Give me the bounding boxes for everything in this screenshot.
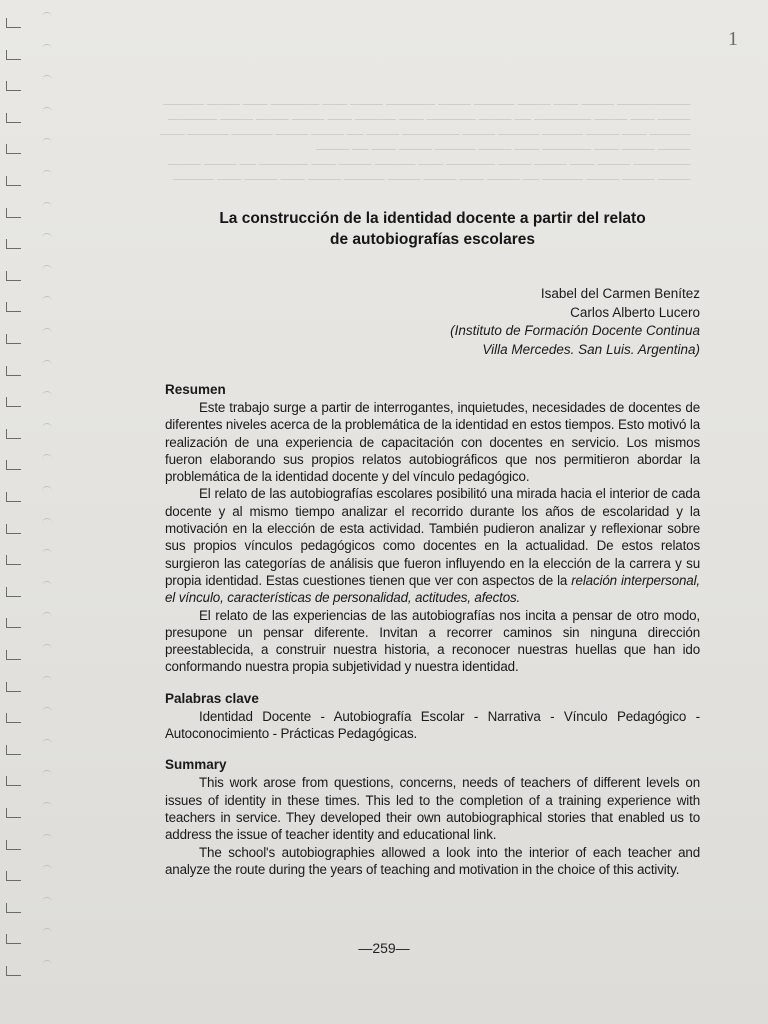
binding-hole (6, 334, 21, 344)
binding-ring (42, 676, 52, 683)
binding-hole (6, 492, 21, 502)
keywords-section (165, 690, 700, 743)
binding-hole (6, 302, 21, 312)
summary-paragraph: The school's autobiographies allowed a look into the interior of each teacher and analyze the route during the years of teaching and motivation in the choice of this activity. (165, 844, 700, 877)
binding-ring (42, 360, 52, 367)
resumen-section (165, 381, 700, 676)
page-corner-mark: 1 (728, 28, 738, 50)
binding-hole (6, 81, 21, 91)
resumen-paragraph: El relato de las experiencias de las autobiografías nos incita a pensar de otro modo, presupone un pensar diferente. Invitan a recorrer caminos sin ninguna dirección preestablecida, a construir nuestra historia, a reconocer nuestras huellas que han ido conformando nuestra propia subjetividad y nuestra identidad. (165, 607, 700, 675)
binding-ring (42, 202, 52, 209)
binding-ring (42, 486, 52, 493)
affiliation-location: Villa Mercedes. San Luis. Argentina) (482, 341, 700, 357)
article-title (165, 208, 700, 250)
summary-section (165, 756, 700, 878)
spiral-binding (4, 18, 64, 1008)
keywords-list: Identidad Docente - Autobiografía Escolar - Narrativa - Vínculo Pedagógico - Autoconocimiento - Prácticas Pedagógicas. (165, 708, 700, 742)
binding-ring (42, 518, 52, 525)
binding-hole (6, 239, 21, 249)
binding-hole (6, 271, 21, 281)
resumen-paragraph: Este trabajo surge a partir de interrogantes, inquietudes, necesidades de docentes de diferentes niveles acerca de la problemática de la identidad en estos tiempos. Esto motivó la realización de una experiencia de capacitación con docentes en servicio. Los mismos fueron elaborando sus propios relatos autobiográficos que nos permitieron abordar la problemática de la identidad docente y del vínculo pedagógico. (165, 400, 700, 485)
binding-hole (6, 144, 21, 154)
binding-hole (6, 871, 21, 881)
binding-hole (6, 397, 21, 407)
keywords-heading: Palabras clave (165, 690, 259, 706)
summary-heading: Summary (165, 757, 227, 773)
binding-hole (6, 18, 21, 28)
binding-hole (6, 903, 21, 913)
binding-hole (6, 776, 21, 786)
binding-ring (42, 928, 52, 935)
affiliation: (Instituto de Formación Docente Continua (450, 323, 700, 338)
binding-ring (42, 328, 52, 335)
binding-hole (6, 366, 21, 376)
binding-hole (6, 682, 21, 692)
bleed-through-text: ───────── ──── ─── ──── ───── ──── ────── ──── ─── ────── ─── ──── ───── ──── ─── ──── ─────── ── ──── ────── ─── ───── ─── ──── ──── ──── ────── ───── ─── ──── ───── ───── ──── ─────── ──── ── ──── ──── ───── ───── ─── ──── ──── ─── ────── ─── ──── ───── ──── ─── ── ──── ─────── ──── ─── ──── ──── ────── ─── ───── ──── ─── ────── ── ──── ──── ──── ──── ──── ───── ── ──── ─── ──── ──── ───── ──── ─── ──── ─── ───── (160, 99, 691, 186)
binding-ring (42, 802, 52, 809)
binding-ring (42, 739, 52, 746)
author-name: Carlos Alberto Lucero (570, 304, 700, 320)
binding-ring (42, 75, 52, 82)
binding-ring (42, 170, 52, 177)
binding-hole (6, 966, 21, 976)
binding-ring (42, 265, 52, 272)
binding-hole (6, 429, 21, 439)
binding-hole (6, 460, 21, 470)
binding-ring (42, 233, 52, 240)
binding-ring (42, 12, 52, 19)
binding-ring (42, 960, 52, 967)
binding-ring (42, 107, 52, 114)
binding-hole (6, 650, 21, 660)
binding-ring (42, 391, 52, 398)
binding-ring (42, 581, 52, 588)
binding-hole (6, 50, 21, 60)
page-number: —259— (358, 940, 410, 956)
binding-ring (42, 296, 52, 303)
resumen-italic-categories: relación interpersonal, el vínculo, características de personalidad, actitudes, afectos. (165, 572, 700, 606)
binding-ring (42, 897, 52, 904)
article-title-line1: La construcción de la identidad docente a partir del relato (219, 210, 646, 227)
binding-hole (6, 555, 21, 565)
binding-ring (42, 612, 52, 619)
author-block (165, 285, 700, 359)
binding-ring (42, 770, 52, 777)
binding-ring (42, 834, 52, 841)
binding-hole (6, 618, 21, 628)
summary-paragraph: This work arose from questions, concerns, needs of teachers of different levels on issues of identity in these times. This led to the completion of a training experience with teachers in service. They developed their own autobiographical stories that enabled us to address the issue of teacher identity and educational link. (165, 775, 700, 843)
binding-ring (42, 865, 52, 872)
binding-ring (42, 454, 52, 461)
binding-hole (6, 176, 21, 186)
binding-hole (6, 587, 21, 597)
binding-ring (42, 549, 52, 556)
binding-ring (42, 707, 52, 714)
binding-hole (6, 208, 21, 218)
article-title-line2: de autobiografías escolares (329, 231, 536, 248)
binding-hole (6, 713, 21, 723)
binding-ring (42, 644, 52, 651)
article-content (165, 208, 700, 878)
resumen-paragraph (165, 485, 700, 606)
author-name: Isabel del Carmen Benítez (540, 286, 700, 301)
resumen-paragraph-text: El relato de las autobiografías escolares posibilitó una mirada hacia el interior de cada docente y al mismo tiempo analizar el recorrido durante los años de escolaridad y la motivación en la elección de esta actividad. También pudieron analizar y reflexionar sobre sus propios vínculos pedagógicos como docentes en la actualidad. De estos relatos surgieron las categorías de análisis que fueron influyendo en la elección de la carrera y su propia identidad. Estas cuestiones tienen que ver con aspectos de la (165, 486, 700, 588)
binding-ring (42, 44, 52, 51)
binding-hole (6, 524, 21, 534)
binding-hole (6, 745, 21, 755)
binding-hole (6, 113, 21, 123)
binding-hole (6, 840, 21, 850)
binding-ring (42, 138, 52, 145)
binding-ring (42, 423, 52, 430)
binding-hole (6, 808, 21, 818)
resumen-heading: Resumen (165, 382, 226, 397)
